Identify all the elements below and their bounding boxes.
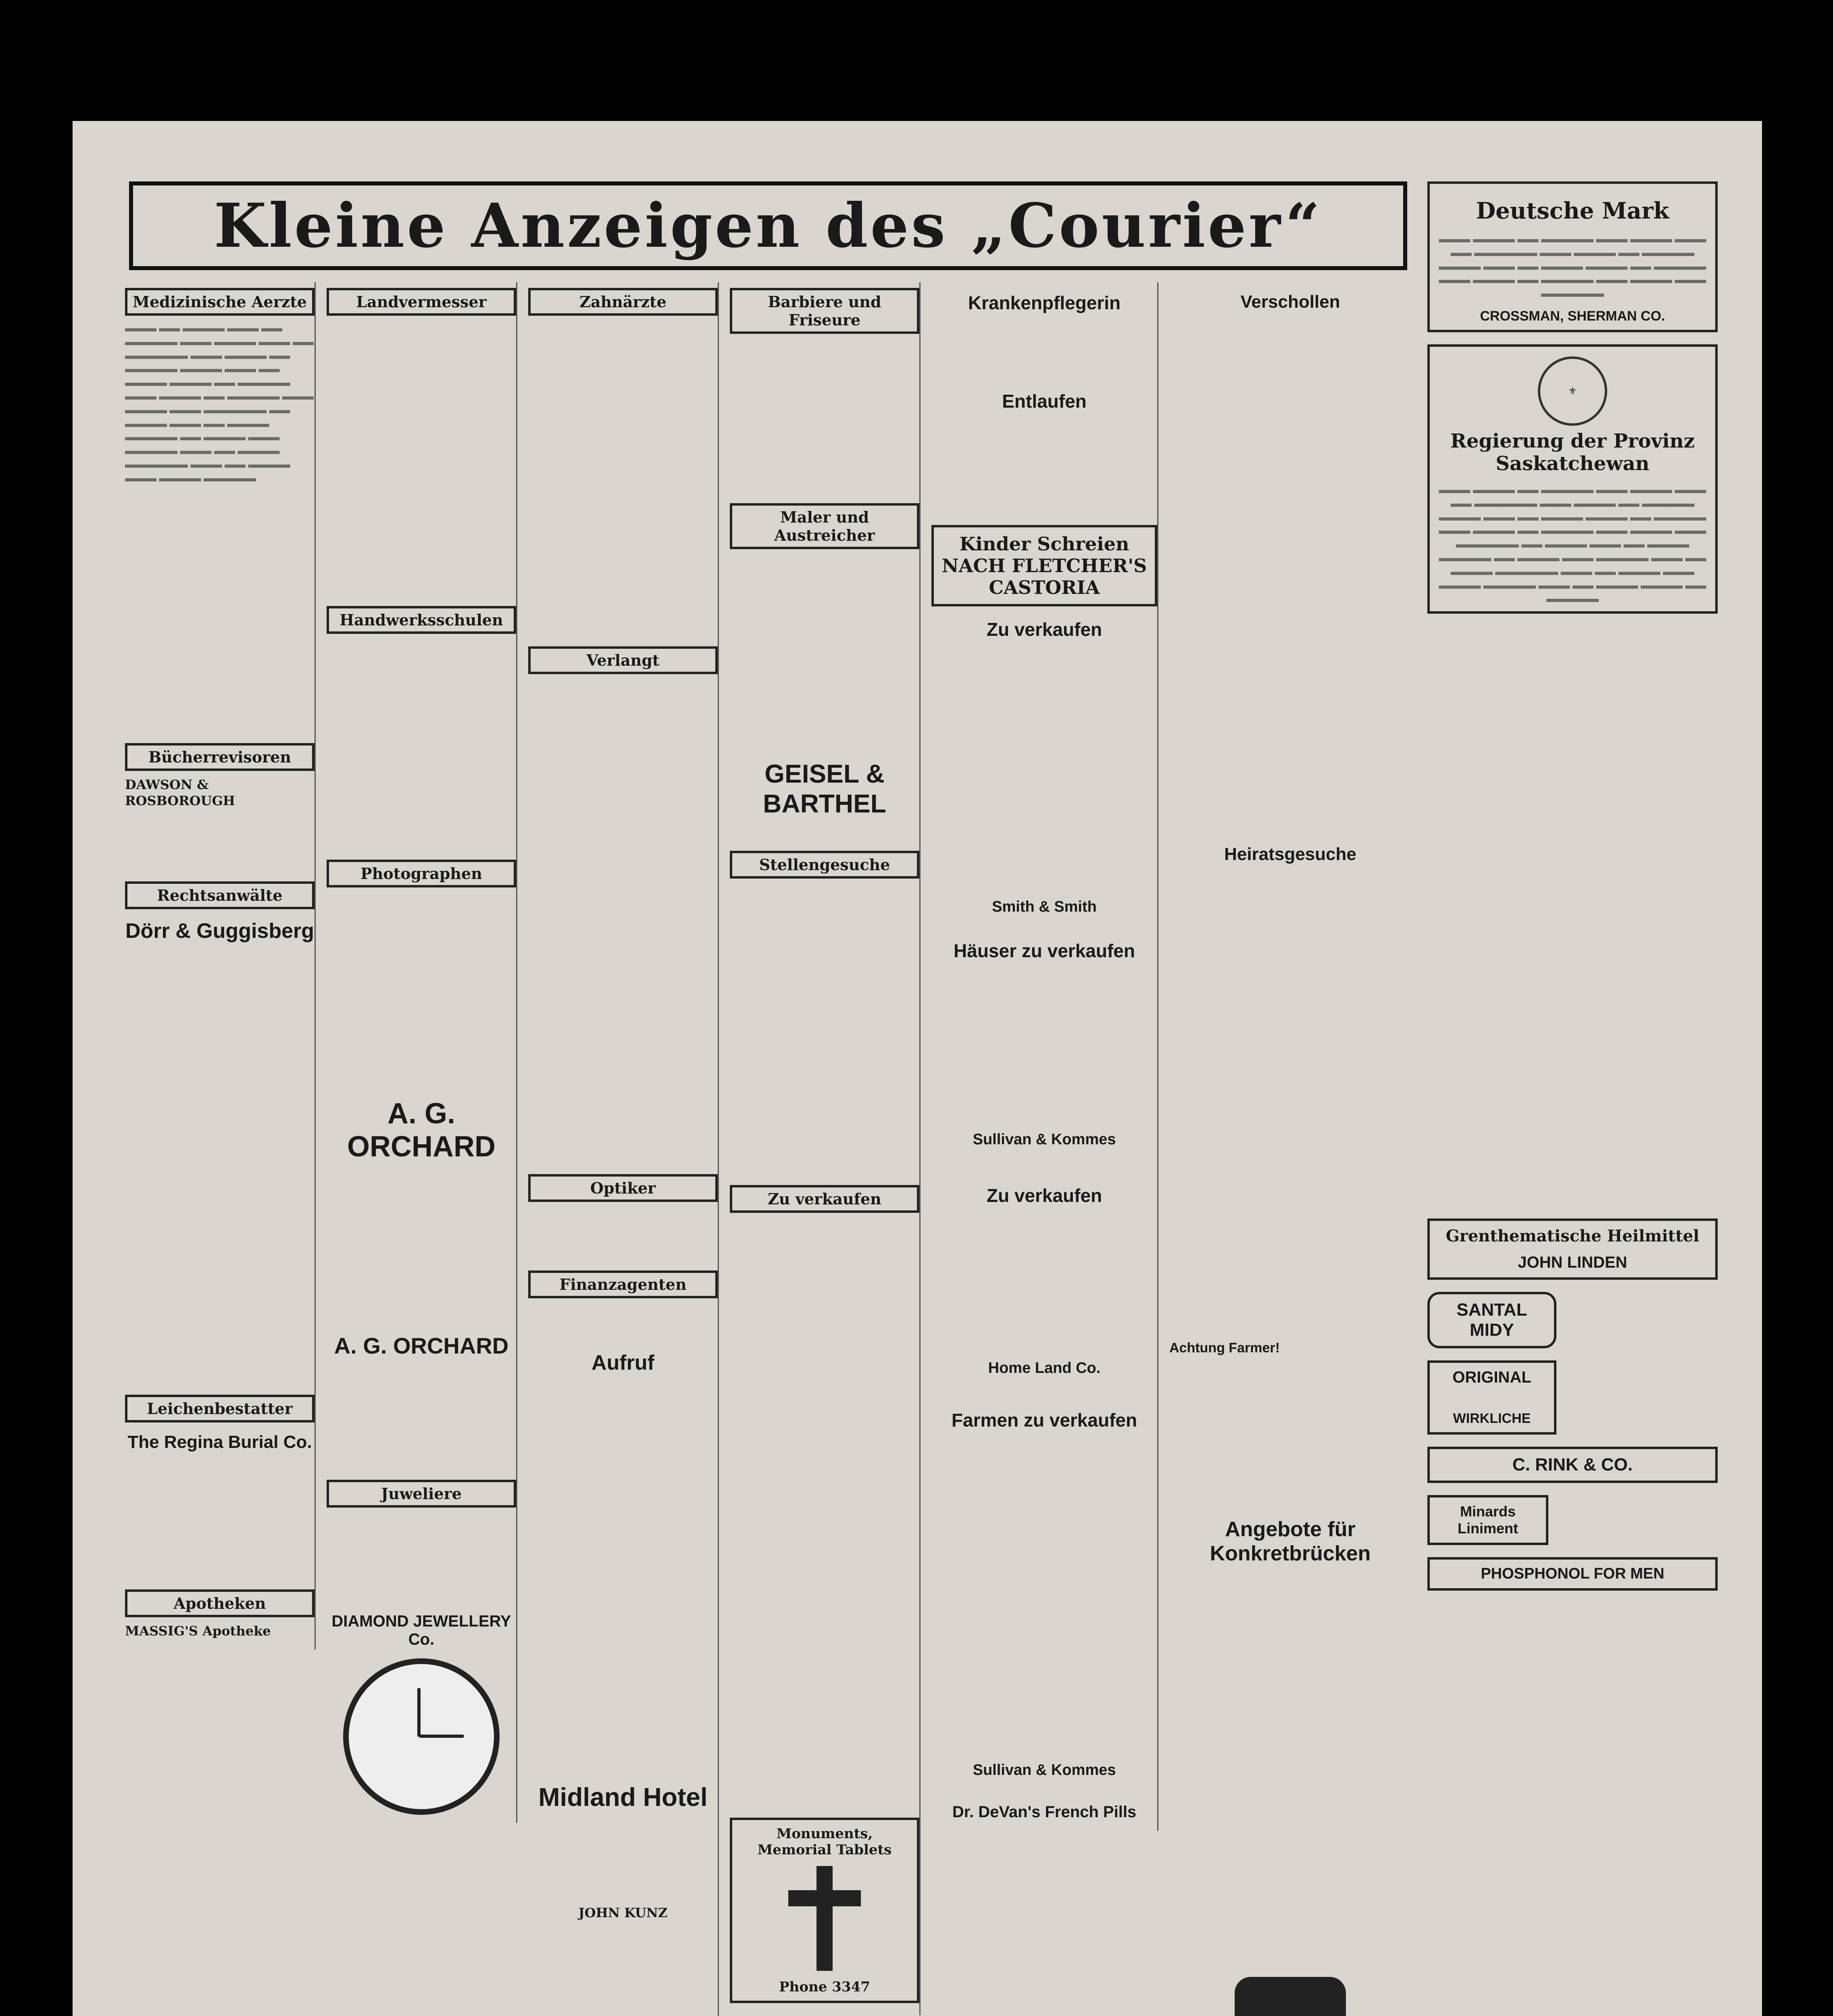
ad <box>125 777 315 809</box>
pocket-watch-illustration <box>343 1658 500 1815</box>
section-heading: Verlangt <box>528 646 718 674</box>
ad-title: SANTAL MIDY <box>1456 1300 1527 1340</box>
ad-title: Regierung der Provinz Saskatchewan <box>1450 429 1695 475</box>
section-heading: Stellengesuche <box>730 851 919 879</box>
section-heading: Zahnärzte <box>528 288 718 316</box>
phosphonol-ad <box>1427 1557 1718 1591</box>
ad-name: JOHN KUNZ <box>578 1905 668 1920</box>
minards-ad <box>1427 1495 1548 1545</box>
ad <box>125 1623 315 1639</box>
column-5 <box>931 282 1158 1831</box>
ad-subtitle: WIRKLICHE <box>1453 1411 1531 1427</box>
right-ad-panel <box>1427 181 1718 1603</box>
section-heading: Optiker <box>528 1174 718 1202</box>
ad-firm-name: GEISEL & BARTHEL <box>763 759 886 818</box>
ad-phone: Phone 3347 <box>779 1979 870 1995</box>
ad-firm-name: A. G. ORCHARD <box>334 1333 509 1358</box>
monuments-ad <box>730 1818 919 2003</box>
original-ad <box>1427 1360 1556 1435</box>
section-heading: Aufruf <box>592 1351 654 1375</box>
section-heading: Medizinische Aerzte <box>125 288 315 316</box>
section-heading: Finanzagenten <box>528 1270 718 1298</box>
ad-firm-name: Sullivan & Kommes <box>973 1762 1116 1779</box>
section-heading: Handwerksschulen <box>327 606 516 634</box>
section-heading: Heiratsgesuche <box>1224 844 1356 864</box>
section-heading: Maler und Austreicher <box>730 503 919 549</box>
provincial-seal-icon: ⚜ <box>1538 356 1607 426</box>
ad-firm-name: DIAMOND JEWELLERY Co. <box>331 1612 511 1648</box>
ad-firm-name: MASSIG'S Apotheke <box>125 1623 271 1639</box>
section-heading: Bücherrevisoren <box>125 743 315 771</box>
mark-ad: Deutsche Mark ▬▬▬ ▬▬▬▬ ▬▬ ▬▬▬▬▬ ▬▬▬ ▬▬▬▬ ▬▬▬ ▬▬ ▬▬▬▬▬▬ ▬▬▬ ▬▬▬▬ ▬▬ ▬▬▬▬▬ ▬▬▬▬ ▬▬▬ ▬▬ ▬▬▬▬ ▬▬▬▬ ▬▬ ▬▬▬▬▬ ▬▬▬ ▬▬▬▬ ▬▬ ▬▬▬▬▬ ▬▬▬ ▬▬▬▬ ▬▬▬ ▬▬▬▬▬▬ CROSSMAN, SHERMAN CO. <box>1427 181 1718 332</box>
section-heading: Zu verkaufen <box>986 1185 1102 1206</box>
ad-firm-name: The Regina Burial Co. <box>127 1432 312 1452</box>
column-6 <box>1169 282 1411 2016</box>
section-heading: Leichenbestatter <box>125 1395 315 1422</box>
ad-title: Deutsche Mark <box>1476 198 1669 224</box>
ad-firm-name: A. G. ORCHARD <box>347 1098 496 1163</box>
liniment-bottle-illustration <box>1235 1977 1346 2016</box>
ad-firm-name: DAWSON & ROSBOROUGH <box>125 777 235 808</box>
ad-title: ORIGINAL <box>1452 1368 1531 1387</box>
ad-firm-name: CROSSMAN, SHERMAN CO. <box>1480 308 1665 324</box>
ad-title: Minards Liniment <box>1458 1503 1518 1537</box>
ad-title: Monuments, Memorial Tablets <box>757 1826 892 1858</box>
santal-ad <box>1427 1292 1556 1348</box>
ad-firm-name: JOHN LINDEN <box>1518 1254 1627 1272</box>
section-heading: Apotheken <box>125 1589 315 1617</box>
section-heading: Landvermesser <box>327 288 516 316</box>
section-heading: Achtung Farmer! <box>1169 1340 1280 1356</box>
section-heading: Zu verkaufen <box>986 619 1102 640</box>
ad-firm-name: Dr. DeVan's French Pills <box>952 1803 1137 1821</box>
ad-castoria: Kinder Schreien NACH FLETCHER'S CASTORIA <box>931 525 1157 606</box>
government-notice: ⚜ Regierung der Provinz Saskatchewan ▬▬▬ ▬▬▬▬ ▬▬ ▬▬▬▬▬ ▬▬▬ ▬▬▬▬ ▬▬▬ ▬▬ ▬▬▬▬▬▬ ▬▬▬ ▬▬▬▬ ▬▬ ▬▬▬▬▬ ▬▬▬▬ ▬▬▬ ▬▬ ▬▬▬▬ ▬▬▬▬ ▬▬ ▬▬▬▬▬ ▬▬▬ ▬▬▬▬ ▬▬ ▬▬▬▬▬ ▬▬▬ ▬▬▬▬ ▬▬▬ ▬▬▬▬▬▬ ▬▬ ▬▬▬▬ ▬▬▬ ▬▬ ▬▬▬▬ ▬▬▬▬▬ ▬▬ ▬▬▬▬ ▬▬▬ ▬▬▬▬▬ ▬▬▬ ▬▬ ▬▬▬▬ ▬▬▬▬▬▬ ▬▬▬ ▬▬ ▬▬▬▬ ▬▬▬ ▬▬▬▬ ▬▬▬▬▬ ▬▬▬ ▬▬ ▬▬▬▬ ▬▬▬▬ ▬▬ ▬▬▬▬▬ <box>1427 344 1718 614</box>
column-1 <box>125 282 316 1649</box>
newspaper-page <box>73 121 1762 2016</box>
ad-firm-name: Smith & Smith <box>992 898 1097 915</box>
section-heading: Farmen zu verkaufen <box>951 1410 1137 1431</box>
ad <box>528 1905 718 1921</box>
section-heading: Verschollen <box>1240 292 1340 312</box>
monument-illustration <box>788 1866 861 1971</box>
remedy-ad <box>1427 1218 1718 1280</box>
ad-text-block: ▬▬▬ ▬▬ ▬▬▬▬ ▬▬▬ ▬▬ ▬▬▬▬▬ ▬▬▬ ▬▬▬▬ ▬▬▬ ▬▬ ▬▬▬▬▬▬ ▬▬▬ ▬▬▬▬ ▬▬ ▬▬▬▬▬ ▬▬▬▬ ▬▬▬ ▬▬ ▬▬▬▬ ▬▬▬▬ ▬▬ ▬▬▬▬▬ ▬▬▬ ▬▬▬▬ ▬▬ ▬▬▬▬▬ ▬▬▬ ▬▬▬▬ ▬▬▬ ▬▬▬▬▬▬ ▬▬ ▬▬▬▬ ▬▬▬ ▬▬ ▬▬▬▬ ▬▬▬▬▬ ▬▬ ▬▬▬▬ ▬▬▬ ▬▬▬▬▬ ▬▬▬ ▬▬ ▬▬▬▬ ▬▬▬▬▬▬ ▬▬▬ ▬▬ ▬▬▬▬ ▬▬▬ ▬▬▬▬ ▬▬▬▬▬ <box>125 322 314 484</box>
rink-ad <box>1427 1447 1718 1483</box>
section-heading: Entlaufen <box>1002 391 1087 412</box>
section-heading: Häuser zu verkaufen <box>954 940 1135 961</box>
section-heading: Barbiere und Friseure <box>730 288 919 334</box>
ad-title: PHOSPHONOL FOR MEN <box>1481 1565 1664 1583</box>
ad-firm-name: Dörr & Guggisberg <box>125 919 315 943</box>
ad-firm-name: Home Land Co. <box>988 1360 1101 1377</box>
column-3 <box>528 282 719 2016</box>
section-heading: Rechtsanwälte <box>125 881 315 909</box>
masthead-title: Kleine Anzeigen des „Courier“ <box>129 181 1407 270</box>
ad-firm-name: Sullivan & Kommes <box>973 1131 1116 1148</box>
column-4 <box>730 282 921 2015</box>
ad-firm-name: Midland Hotel <box>538 1783 708 1812</box>
section-heading: Zu verkaufen <box>730 1185 919 1213</box>
section-heading: Photographen <box>327 860 516 887</box>
ad-title: Grenthematische Heilmittel <box>1446 1227 1700 1246</box>
ad-firm-name: C. RINK & CO. <box>1512 1455 1633 1475</box>
column-2 <box>327 282 517 1823</box>
section-heading: Juweliere <box>327 1480 516 1508</box>
section-heading: Angebote für Konkretbrücken <box>1210 1518 1371 1565</box>
section-heading: Krankenpflegerin <box>968 292 1121 313</box>
